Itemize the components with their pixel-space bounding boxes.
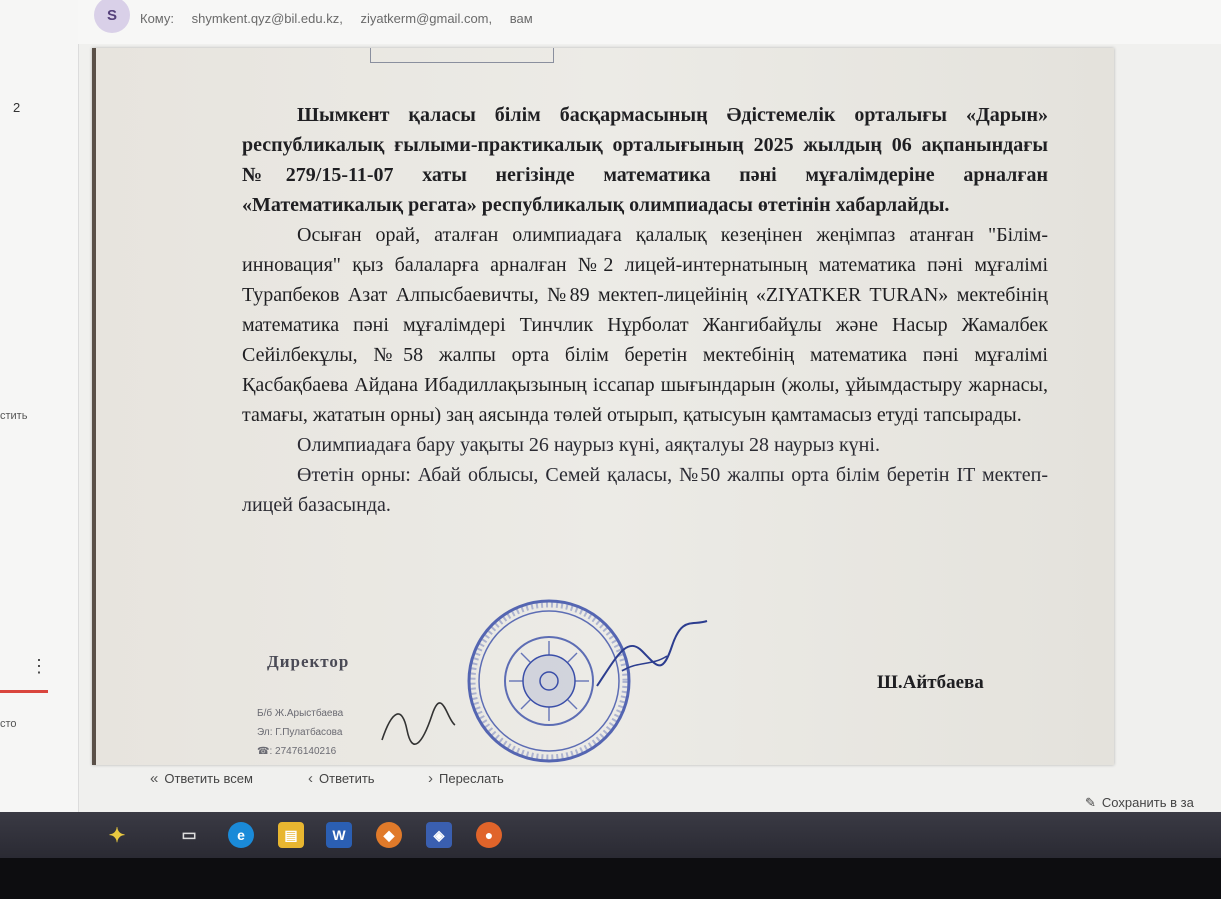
sender-avatar[interactable]: S (94, 0, 130, 33)
executor-line-2: Эл: Г.Пулатбасова (257, 727, 343, 738)
recipients-line (140, 11, 547, 26)
unread-count: 2 (13, 100, 21, 115)
paragraph-2: Осыған орай, аталған олимпиадаға қалалық кезеңінен жеңімпаз атанған "Білім-инновация" қыз балаларға арналған №2 лицей-интернатының математика пәні мұғалімі Турапбеков Азат Алпысбаевичты, №89 мектеп-лицейінің «ZIYATKER TURAN» мектебінің математика пәні мұғалімдері Тинчлик Нұрболат Жангибайұлы және Насыр Жамалбек Сейілбекұлы, №58 жалпы орта білім беретін мектебінің математика пәні мұғалімі Қасбақбаева Айдана Ибадиллақызының іссапар шығындарын (жолы, ұйымдастыру жарнасы, тамағы, жататын орны) заң аясында төлей отырып, қатысуын қамтамасыз етуді тапсырады. (242, 224, 1048, 426)
reply-all-button[interactable]: « Ответить всем (150, 770, 253, 787)
attached-document-image (92, 48, 1114, 765)
orange-app-icon[interactable]: ◆ (376, 822, 402, 848)
sidebar-cut-label[interactable]: стить (0, 410, 28, 422)
screen-bezel (0, 858, 1221, 899)
windows-taskbar (0, 812, 1221, 858)
recipient-1[interactable]: shymkent.qyz@bil.edu.kz, (191, 11, 343, 26)
task-view-icon[interactable]: ▭ (181, 827, 197, 844)
director-name: Ш.Айтбаева (877, 672, 984, 693)
shield-app-icon[interactable]: ◈ (426, 822, 452, 848)
registration-stamp-box (370, 48, 554, 63)
recipient-2[interactable]: ziyatkerm@gmail.com, (360, 11, 493, 26)
paragraph-1: Шымкент қаласы білім басқармасының Әдістемелік орталығы «Дарын» республикалық ғылыми-практикалық орталығының 2025 жылдың 06 ақпанындағы №279/15-11-07 хаты негізінде математика пәні мұғалімдеріне арналған «Математикалық регата» республикалық олимпиадасы өтетінін хабарлайды. (242, 104, 1048, 216)
more-options-icon[interactable]: ⋮ (30, 656, 48, 676)
paragraph-3: Олимпиадаға бару уақыты 26 наурыз күні, аяқталуы 28 наурыз күні. (297, 434, 880, 456)
reply-button[interactable]: ‹ Ответить (308, 770, 375, 787)
document-body (242, 100, 1048, 520)
executor-signature-icon (377, 700, 457, 750)
copilot-sparkle-icon[interactable]: ✦ (108, 824, 126, 847)
recipient-3[interactable]: вам (509, 11, 533, 26)
sidebar-cut-label-2[interactable]: сто (0, 718, 17, 730)
mail-sidebar (0, 0, 79, 820)
word-app-icon[interactable]: W (326, 822, 352, 848)
message-header (78, 0, 1221, 44)
save-icon: ✎ (1085, 795, 1096, 810)
active-indicator (0, 690, 48, 693)
reply-icon: ‹ (308, 770, 313, 787)
executor-phone: ☎: 27476140216 (257, 746, 337, 757)
executor-line-1: Б/б Ж.Арыстбаева (257, 708, 344, 719)
paper-edge (92, 48, 96, 765)
save-to-button[interactable]: ✎ Сохранить в за (1085, 795, 1194, 810)
to-label: Кому: (140, 11, 174, 26)
forward-icon: › (428, 770, 433, 787)
file-explorer-icon[interactable]: ▤ (278, 822, 304, 848)
reply-all-icon: « (150, 770, 159, 787)
director-signature-icon (592, 616, 712, 696)
forward-button[interactable]: › Переслать (428, 770, 504, 787)
paragraph-4: Өтетін орны: Абай облысы, Семей қаласы, №50 жалпы орта білім беретін IT мектеп-лицей базасында. (242, 464, 1048, 516)
firefox-icon[interactable]: ● (476, 822, 502, 848)
edge-browser-icon[interactable]: e (228, 822, 254, 848)
director-label: Директор (267, 652, 350, 671)
